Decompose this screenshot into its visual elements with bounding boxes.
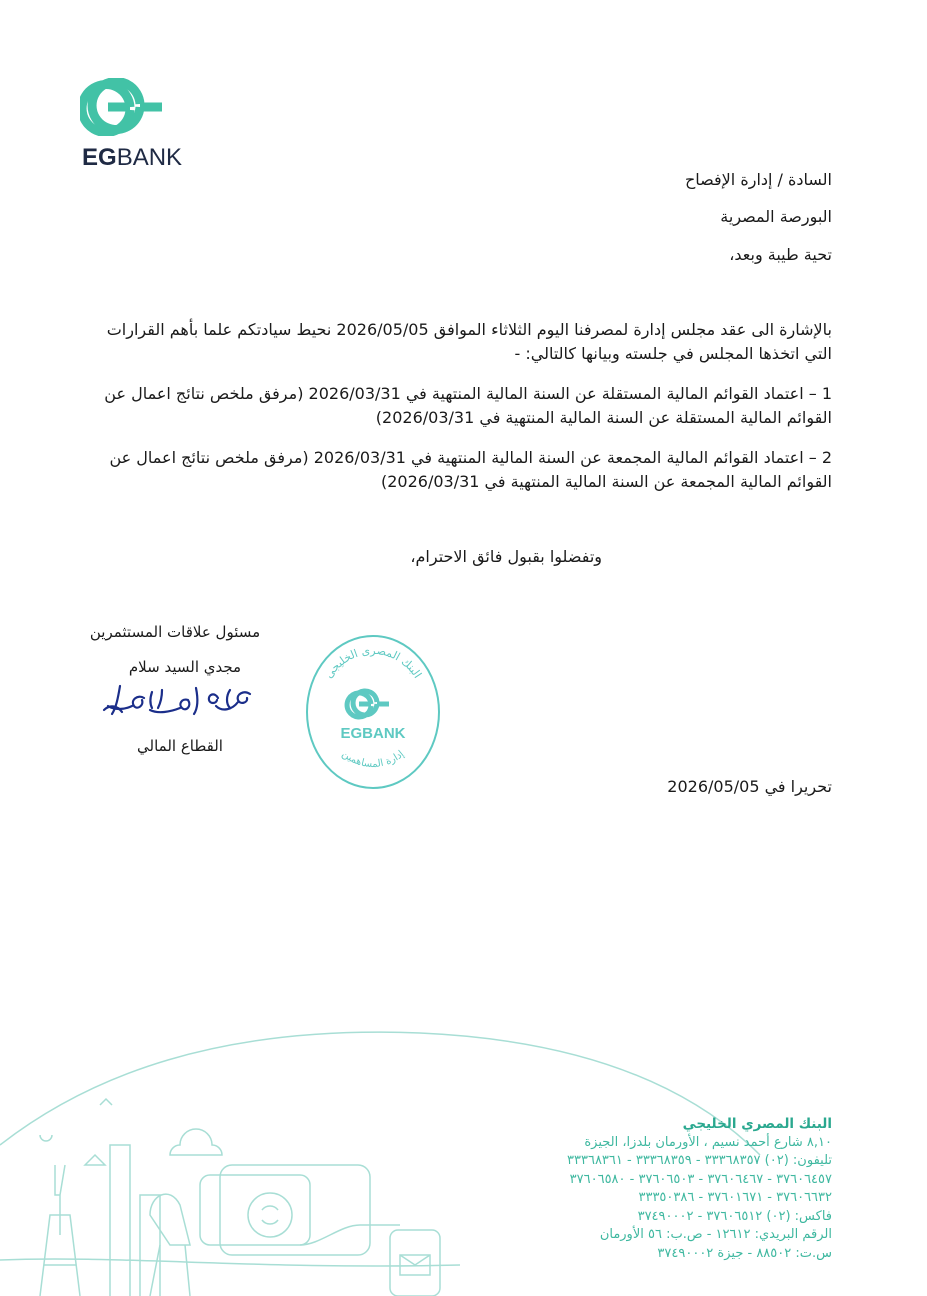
svg-text:البنك المصرى الخليجى: [322, 644, 424, 681]
footer-cr: س.ت: ٨٨٥٠٢ - جيزة ٣٧٤٩٠٠٠٢: [657, 1245, 832, 1261]
date-line: تحريرا في 2026/05/05: [667, 777, 832, 796]
stamp-arc-bottom: إدارة المساهمين: [339, 748, 407, 771]
closing-line: وتفضلوا بقبول فائق الاحترام،: [410, 547, 602, 566]
footer-address: ٨,١٠ شارع أحمد نسيم ، الأورمان بلدزا، الجيزة: [584, 1134, 832, 1150]
signatory-title: مسئول علاقات المستثمرين: [89, 623, 261, 641]
footer-contact: [492, 1115, 832, 1263]
footer-postal: الرقم البريدي: ١٢٦١٢ - ص.ب: ٥٦ الأورمان: [599, 1227, 832, 1242]
wordmark-bank: BANK: [116, 144, 183, 171]
footer-bank-name: البنك المصري الخليجي: [682, 1116, 832, 1132]
wordmark-eg: EG: [82, 144, 117, 171]
footer-fax: فاكس: (٠٢) ٣٧٦٠٦٥١٢ - ٣٧٤٩٠٠٠٢: [637, 1208, 832, 1224]
decision-item-1: 1 – اعتماد القوائم المالية المستقلة عن السنة المالية المنتهية في 2026/03/31 (مرفق ملخص نتائج اعمال عن القوائم المالية المستقلة عن السنة المالية المنتهية في 2026/03/31): [104, 384, 832, 427]
egbank-logo: [80, 78, 196, 171]
signatory-name: مجدي السيد سلام: [128, 658, 242, 676]
footer-phone-3: ٣٧٦٠٦٦٣٢ - ٣٧٦٠١٦٧١ - ٣٣٣٥٠٣٨٦: [638, 1190, 832, 1205]
intro-paragraph: بالإشارة الى عقد مجلس إدارة لمصرفنا اليوم الثلاثاء الموافق 2026/05/05 نحيط سيادتكم علما بأهم القرارات التي اتخذها المجلس في جلسته وبيانها كالتالي: -: [106, 320, 832, 363]
stamp-arc-top: البنك المصرى الخليجى: [322, 643, 425, 681]
addressee-line: السادة / إدارة الإفصاح: [684, 170, 832, 189]
decision-item-2: 2 – اعتماد القوائم المالية المجمعة عن السنة المالية المنتهية في 2026/03/31 (مرفق ملخص نتائج اعمال عن القوائم المالية المجمعة عن السنة المالية المنتهية في 2026/03/31): [109, 448, 832, 491]
stamp-logo-icon: [347, 691, 389, 717]
addressee-exchange: البورصة المصرية: [720, 207, 832, 226]
svg-text:إدارة المساهمين: [340, 749, 407, 771]
signatory-department: القطاع المالي: [137, 737, 223, 755]
footer-phone-2: ٣٧٦٠٦٤٥٧ - ٣٧٦٠٦٤٦٧ - ٣٧٦٠٦٥٠٣ - ٣٧٦٠٦٥٨٠: [569, 1171, 832, 1187]
stamp-brand: EGBANK: [340, 725, 406, 742]
egbank-logo-mark-icon: [80, 78, 190, 136]
handwritten-signature: [92, 680, 262, 728]
egbank-wordmark: [82, 144, 182, 172]
greeting: تحية طيبة وبعد،: [729, 245, 832, 264]
company-stamp: [303, 632, 443, 792]
footer-phone-1: تليفون: (٠٢) ٣٣٣٦٨٣٥٧ - ٣٣٣٦٨٣٥٩ - ٣٣٣٦٨٣٦١: [567, 1153, 832, 1168]
